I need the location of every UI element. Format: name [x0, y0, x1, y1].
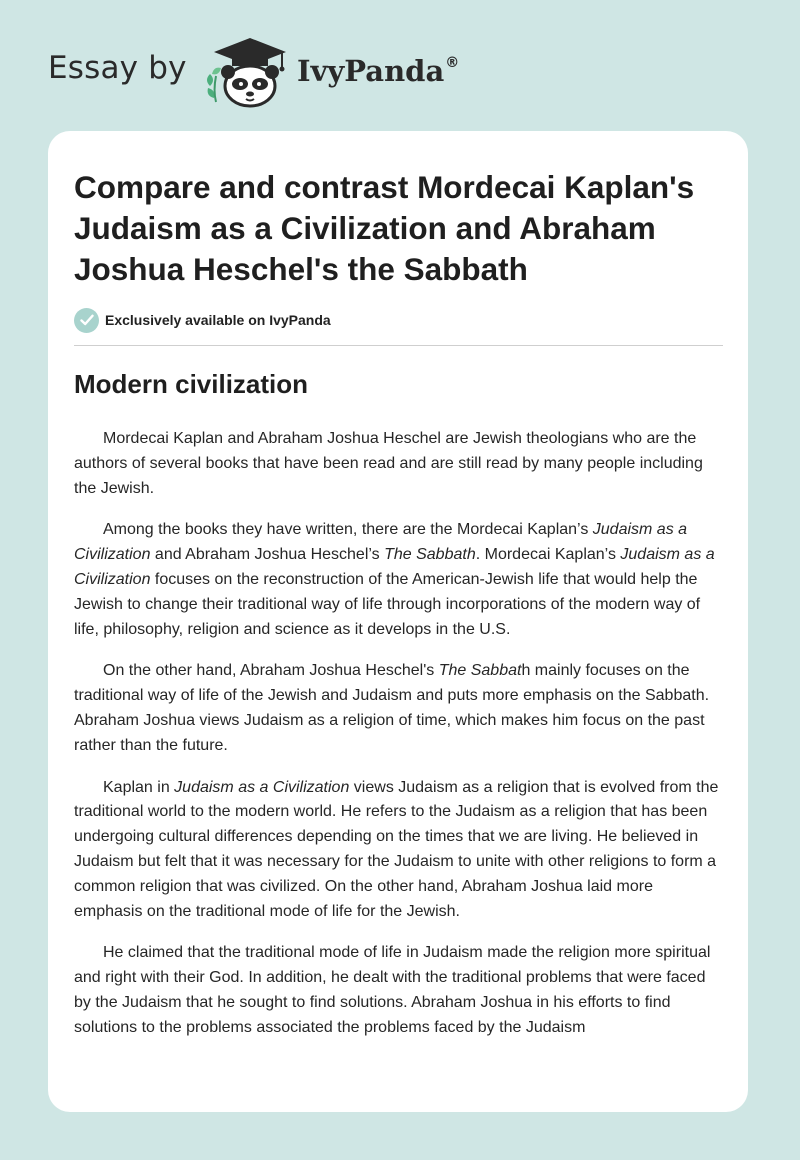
paragraph — [74, 941, 724, 1040]
paragraph — [74, 427, 724, 501]
brand-text: IvyPanda — [297, 54, 445, 88]
book-title-text: Judaism as a Civilization — [174, 778, 350, 796]
title-divider — [74, 345, 723, 346]
brand-name — [297, 54, 459, 88]
paragraph-text: focuses on the reconstruction of the American-Jewish life that would help the Jewish to change their traditional way of life through incorporations of the modern way of life, philosophy, religion and science as it develops in the U.S. — [74, 570, 701, 638]
site-header — [0, 0, 800, 130]
paragraph-text: h mainly focuses on the traditional way of life of the Jewish and Judaism and puts more emphasis on the Sabbath. Abraham Joshua views Judaism as a religion of time, which makes him focus on the past rather than the future. — [74, 662, 710, 754]
paragraph-text: and Abraham Joshua Heschel’s — [150, 546, 385, 564]
check-circle-icon — [74, 308, 99, 333]
essay-by-label: Essay by — [48, 50, 187, 86]
paragraph-text: He claimed that the traditional mode of life in Judaism made the religion more spiritual and right with their God. In addition, he dealt with the traditional problems that were faced by the Judaism that he sought to find solutions. Abraham Joshua in his efforts to find solutions to the problems associated the problems faced by the Judaism — [74, 944, 711, 1036]
paragraph-text: Kaplan in — [103, 778, 175, 796]
paragraph-text: On the other hand, Abraham Joshua Heschel's — [103, 662, 439, 680]
section-heading: Modern civilization — [74, 369, 309, 399]
paragraph-text: views Judaism as a religion that is evolved from the traditional world to the modern world. He refers to the Judaism as a religion that has been undergoing cultural differences depending on the times that we are living. He believed in Judaism but felt that it was necessary for the Judaism to unite with other religions to form a common religion that was civilized. On the other hand, Abraham Joshua laid more emphasis on the traditional mode of life for the Jewish. — [74, 778, 719, 920]
paragraph-text: Among the books they have written, there are the Mordecai Kaplan’s — [103, 521, 593, 539]
paragraph — [74, 659, 724, 758]
trademark-symbol: ® — [445, 55, 460, 71]
exclusive-label: Exclusively available on IvyPanda — [105, 312, 331, 328]
essay-body — [74, 427, 724, 1058]
book-title-text: Judaism as a Civilization — [74, 521, 688, 564]
panda-logo-icon — [200, 36, 292, 108]
paragraph — [74, 518, 724, 642]
essay-title: Compare and contrast Mordecai Kaplan's Judaism as a Civilization and Abraham Joshua Heschel's the Sabbath — [74, 169, 695, 287]
book-title-text: The Sabbath — [384, 546, 476, 564]
book-title-text: Judaism as a Civilization — [74, 546, 715, 588]
exclusive-badge — [74, 307, 331, 333]
paragraph — [74, 776, 724, 925]
book-title-text: The Sabbat — [438, 662, 522, 680]
paragraph-text: Mordecai Kaplan and Abraham Joshua Heschel are Jewish theologians who are the authors of several books that have been read and are still read by many people including the Jewish. — [74, 430, 703, 497]
essay-card — [48, 131, 748, 1112]
paragraph-text: . Mordecai Kaplan’s — [475, 546, 621, 564]
